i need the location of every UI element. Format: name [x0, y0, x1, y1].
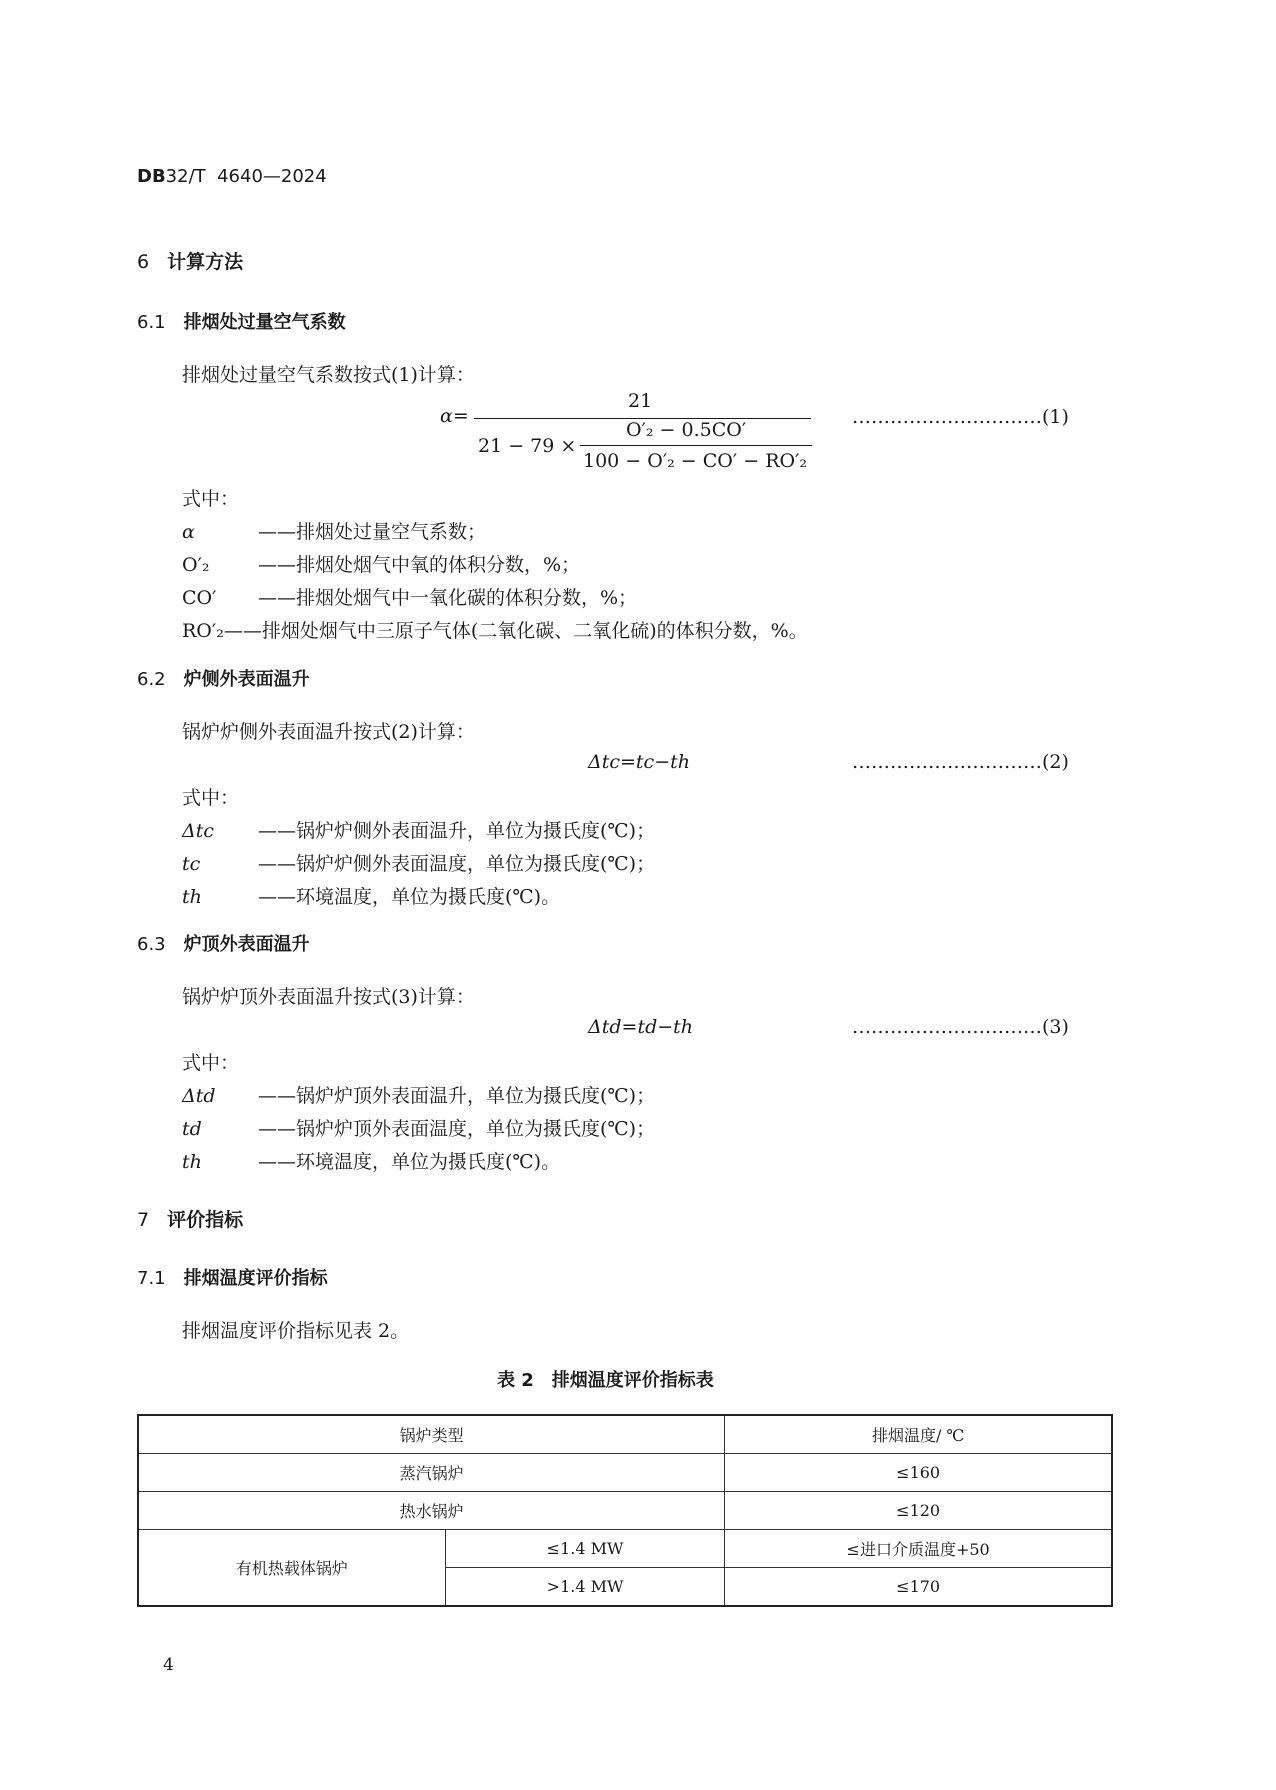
cell-value: ≤120	[725, 1492, 1112, 1530]
code-series: 32/T	[165, 166, 206, 187]
eq3-intro: 锅炉炉顶外表面温升按式(3)计算：	[182, 986, 475, 1008]
def-text: ——排烟处烟气中三原子气体(二氧化碳、二氧化硫)的体积分数，%。	[223, 620, 808, 642]
header-cell-boiler-type: 锅炉类型	[138, 1415, 725, 1454]
section-6-2-heading	[137, 665, 310, 691]
cell-value: ≤170	[725, 1568, 1112, 1607]
def-text: ——锅炉炉顶外表面温升，单位为摄氏度(℃)；	[258, 1085, 656, 1107]
cell-value: ≤进口介质温度+50	[725, 1530, 1112, 1568]
section-title: 炉顶外表面温升	[183, 934, 310, 955]
eq2-def-1	[182, 816, 655, 843]
section-6-3-heading	[137, 930, 310, 956]
eq1-def-alpha	[182, 517, 486, 544]
eq2-def-2	[182, 849, 655, 876]
def-symbol: RO′₂	[182, 620, 224, 642]
section-title: 排烟温度评价指标	[183, 1268, 328, 1289]
eq2-intro: 锅炉炉侧外表面温升按式(2)计算：	[182, 721, 475, 743]
eq1-numerator: 21	[628, 390, 653, 412]
table-row	[138, 1492, 1112, 1530]
header-cell-exhaust-temp: 排烟温度/ ℃	[725, 1415, 1112, 1454]
table-row	[138, 1454, 1112, 1492]
def-text: ——排烟处烟气中一氧化碳的体积分数，%；	[258, 587, 638, 609]
def-symbol: td	[182, 1118, 202, 1140]
cell-value: ≤160	[725, 1454, 1112, 1492]
eq1-inner-fraction-line	[580, 445, 812, 446]
section-7-heading	[137, 1205, 243, 1232]
eq1-def-co	[182, 583, 637, 610]
page-number: 4	[163, 1655, 174, 1675]
section-7-1-heading	[137, 1264, 328, 1290]
def-symbol: α	[182, 521, 195, 543]
eq1-label: …………………………(1)	[852, 406, 1069, 428]
def-text: ——环境温度，单位为摄氏度(℃)。	[258, 886, 561, 908]
code-prefix: DB	[137, 166, 166, 187]
section-number: 7	[137, 1209, 150, 1231]
eq3-label: …………………………(3)	[852, 1016, 1069, 1038]
eq2-def-3	[182, 882, 560, 909]
cell-type: 蒸汽锅炉	[138, 1454, 725, 1492]
table-caption: 表 2 排烟温度评价指标表	[497, 1370, 714, 1391]
section-title: 炉侧外表面温升	[183, 669, 310, 690]
section-title: 排烟处过量空气系数	[183, 312, 346, 333]
eq1-inner-denominator: 100 − O′₂ − CO′ − RO′₂	[583, 450, 808, 472]
section-title: 评价指标	[167, 1209, 244, 1231]
eq3-formula: Δtd=td−th	[588, 1016, 694, 1038]
eq1-def-o2	[182, 550, 580, 577]
section-number: 6.1	[137, 312, 166, 333]
section-number: 6.2	[137, 669, 166, 690]
eq3-def-1	[182, 1081, 655, 1108]
table-row	[138, 1530, 1112, 1568]
def-text: ——锅炉炉侧外表面温升，单位为摄氏度(℃)；	[258, 820, 656, 842]
eq3-where: 式中：	[182, 1052, 240, 1074]
eq1-where: 式中：	[182, 488, 240, 510]
def-text: ——排烟处过量空气系数；	[258, 521, 487, 543]
def-text: ——锅炉炉侧外表面温度，单位为摄氏度(℃)；	[258, 853, 656, 875]
def-symbol: tc	[182, 853, 201, 875]
eq1-inner-numerator: O′₂ − 0.5CO′	[626, 419, 747, 441]
def-symbol: O′₂	[182, 554, 210, 576]
cell-condition: ≤1.4 MW	[445, 1530, 724, 1568]
def-symbol: th	[182, 886, 202, 908]
eq1-lhs: α=	[440, 405, 469, 427]
cell-type: 热水锅炉	[138, 1492, 725, 1530]
section-6-heading	[137, 247, 243, 274]
section-title: 计算方法	[167, 251, 244, 273]
section-number: 6	[137, 251, 150, 273]
eq3-def-2	[182, 1114, 655, 1141]
cell-type: 有机热载体锅炉	[138, 1530, 445, 1607]
table-header-row	[138, 1415, 1112, 1454]
eq2-where: 式中：	[182, 787, 240, 809]
document-code	[137, 166, 327, 187]
def-symbol: CO′	[182, 587, 217, 609]
section-6-1-heading	[137, 308, 346, 334]
def-symbol: Δtc	[182, 820, 214, 842]
code-number: 4640—2024	[217, 166, 327, 187]
eq1-intro: 排烟处过量空气系数按式(1)计算：	[182, 364, 475, 386]
eq2-formula: Δtc=tc−th	[588, 751, 690, 773]
def-text: ——排烟处烟气中氧的体积分数，%；	[258, 554, 581, 576]
def-symbol: th	[182, 1151, 202, 1173]
def-symbol: Δtd	[182, 1085, 216, 1107]
section-7-1-text: 排烟温度评价指标见表 2。	[182, 1320, 410, 1342]
eq1-def-ro2	[182, 616, 808, 643]
eq3-def-3	[182, 1147, 560, 1174]
section-number: 6.3	[137, 934, 166, 955]
cell-condition: >1.4 MW	[445, 1568, 724, 1607]
def-text: ——环境温度，单位为摄氏度(℃)。	[258, 1151, 561, 1173]
eq2-label: …………………………(2)	[852, 751, 1069, 773]
eq1-denominator-prefix: 21 − 79 ×	[478, 435, 577, 457]
evaluation-table	[137, 1414, 1113, 1607]
def-text: ——锅炉炉顶外表面温度，单位为摄氏度(℃)；	[258, 1118, 656, 1140]
section-number: 7.1	[137, 1268, 166, 1289]
